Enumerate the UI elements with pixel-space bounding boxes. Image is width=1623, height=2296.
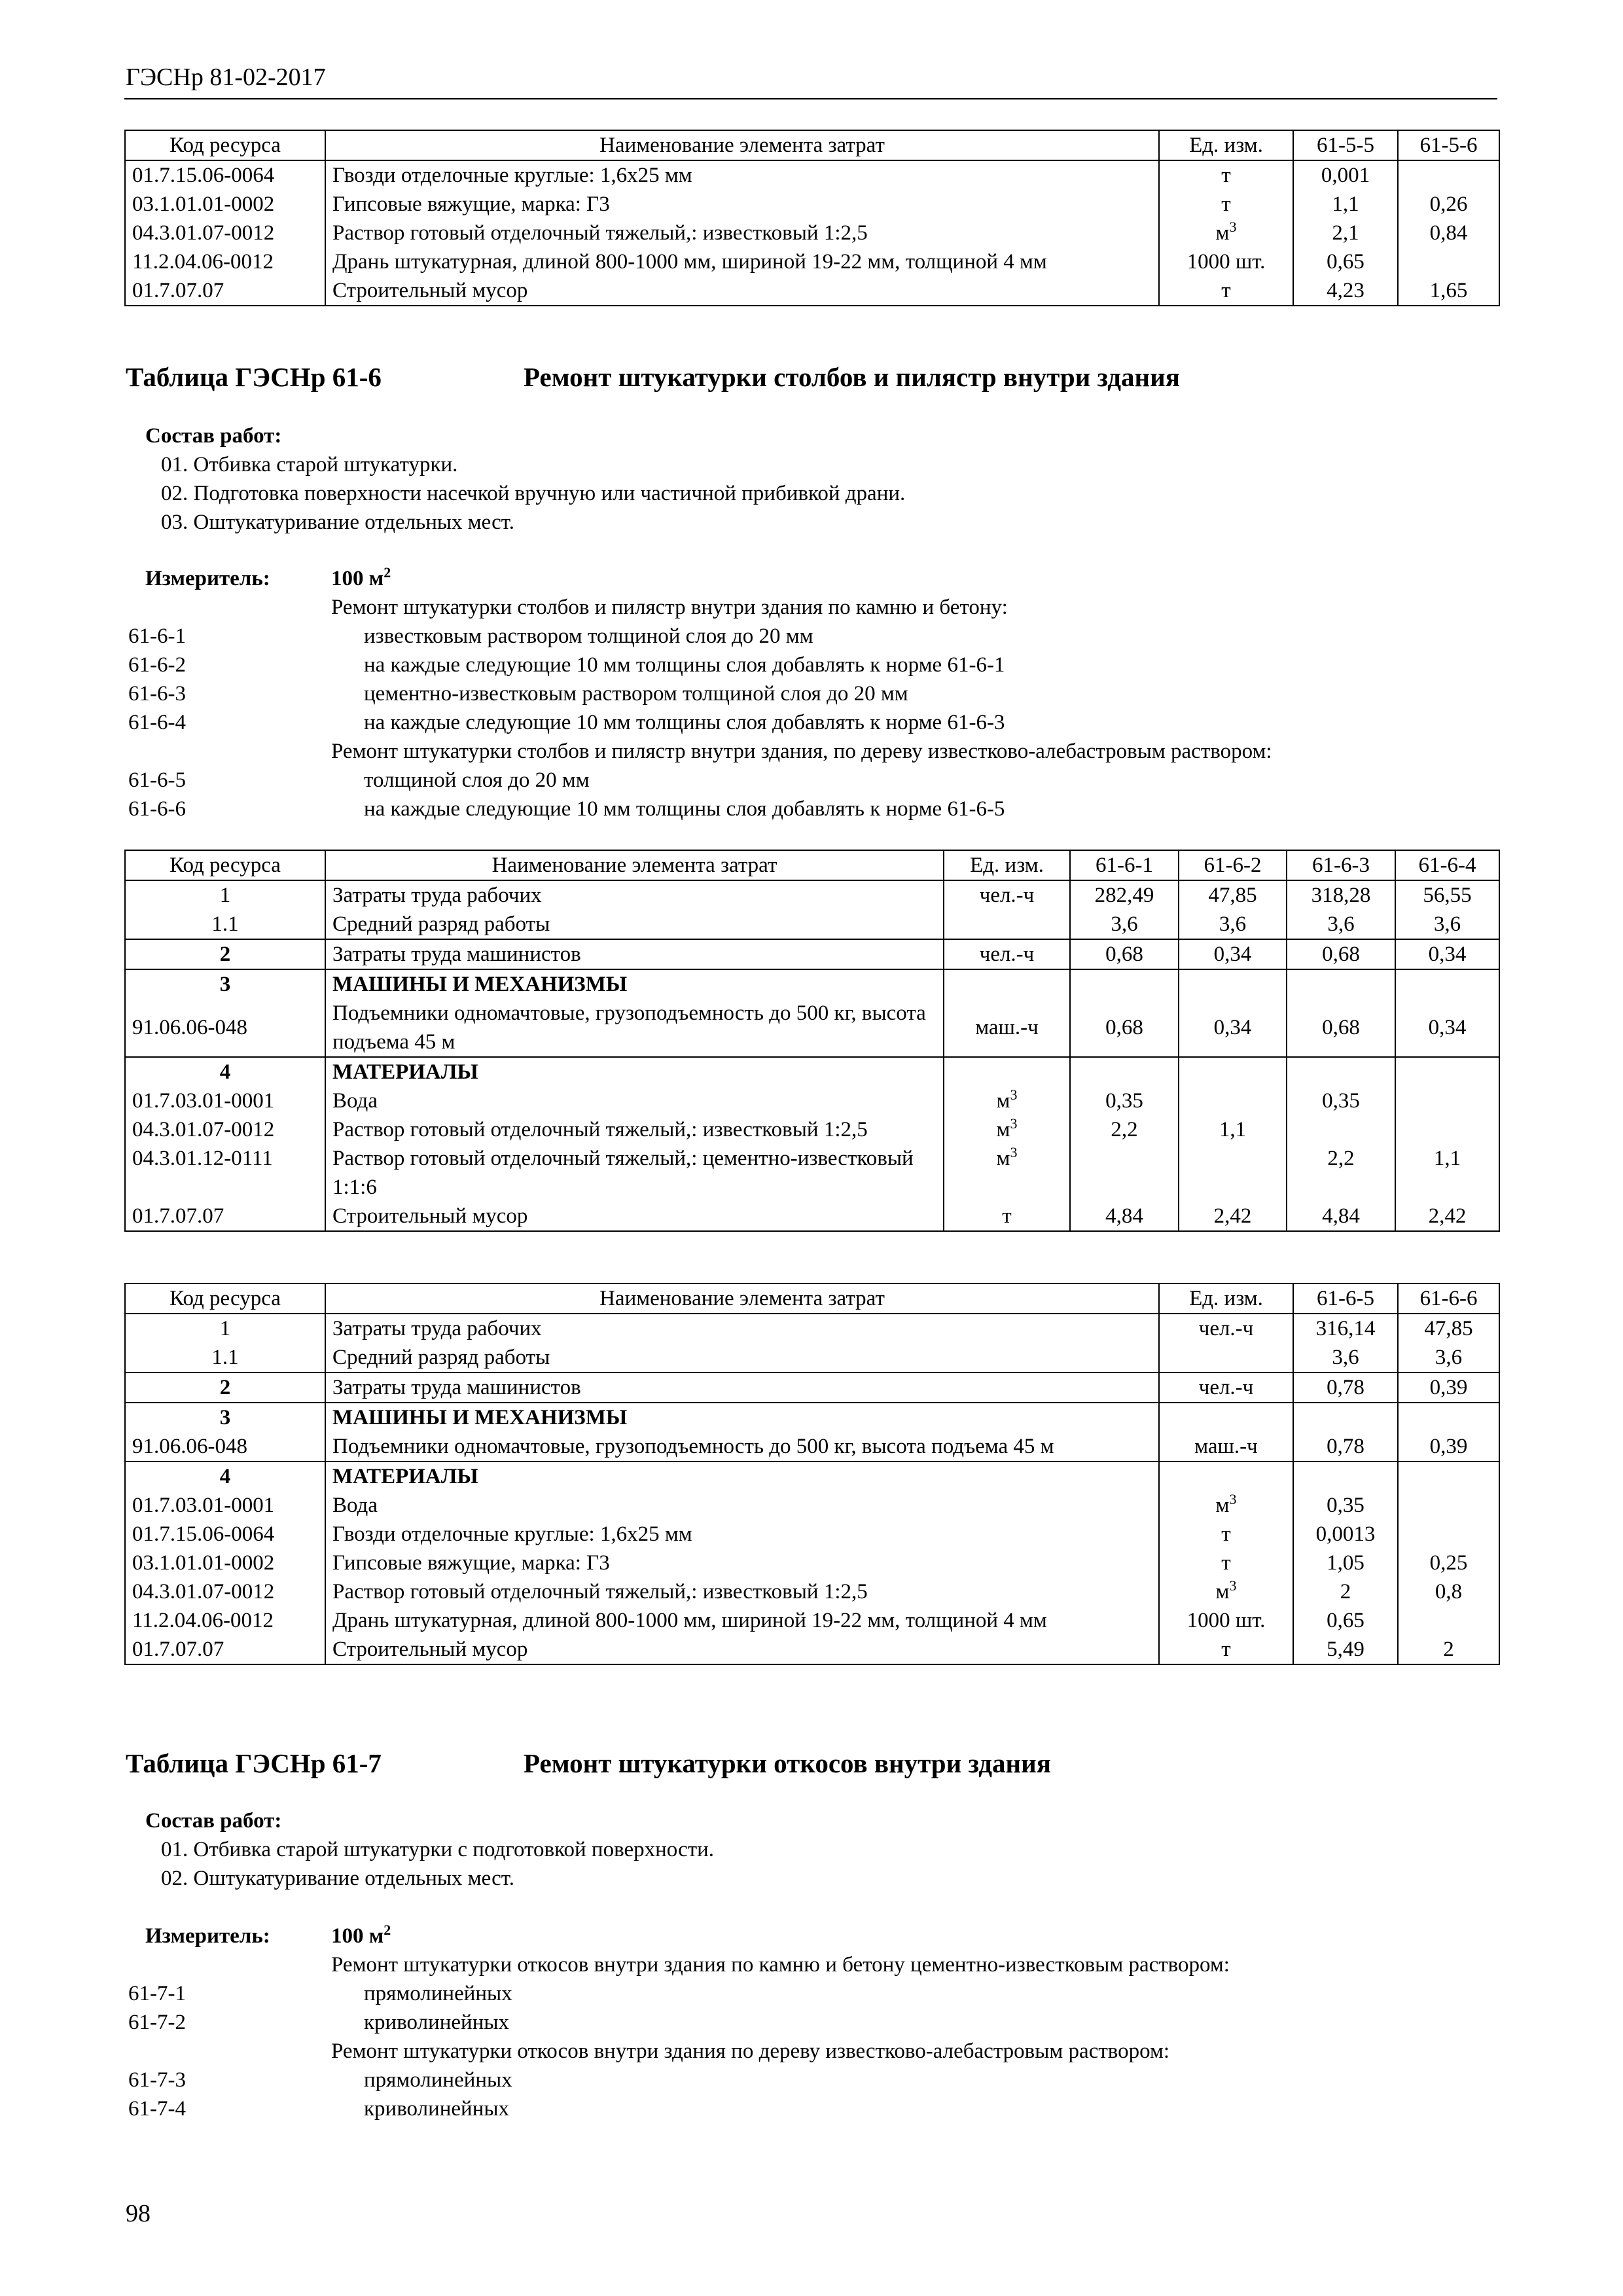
col-header: Наименование элемента затрат [325,130,1159,160]
works-label: Состав работ: [145,424,282,448]
unit-sup: 3 [1010,1115,1018,1132]
meter-sup: 2 [383,564,391,581]
unit [1159,219,1293,247]
resource-name: Затраты труда рабочих [325,880,944,910]
table-row [125,969,1499,999]
value: 2 [1398,1635,1499,1664]
resource-code: 04.3.01.07-0012 [125,219,325,247]
value: 2,1 [1293,219,1398,247]
value: 0,34 [1179,939,1287,969]
value [1395,1086,1499,1115]
table-row [125,1491,1499,1520]
group-name: МАТЕРИАЛЫ [325,1057,944,1086]
norm-code: 61-7-4 [128,2097,186,2121]
meter-label: Измеритель: [145,1924,270,1948]
resource-name: Гипсовые вяжущие, марка: Г3 [325,1549,1159,1577]
col-header: Наименование элемента затрат [325,1283,1159,1314]
value [1398,1403,1499,1432]
col-header: Ед. изм. [944,850,1070,880]
norm-code: 61-6-4 [128,711,186,734]
value [1395,1057,1499,1086]
resource-code: 04.3.01.12-0111 [125,1144,325,1202]
unit-sup: 3 [1010,1086,1018,1103]
value: 0,34 [1395,939,1499,969]
resource-name: Гипсовые вяжущие, марка: Г3 [325,190,1159,219]
unit [944,1086,1070,1115]
resource-name: Затраты труда машинистов [325,1372,1159,1403]
resource-name: Подъемники одномачтовые, грузоподъемность до 500 кг, высота подъема 45 м [325,999,944,1057]
value [1398,247,1499,276]
resource-code: 01.7.03.01-0001 [125,1491,325,1520]
table-row [125,1606,1499,1635]
table-row [125,276,1499,306]
value [1398,1606,1499,1635]
table-row [125,1372,1499,1403]
table-row [125,1057,1499,1086]
resource-name: Вода [325,1086,944,1115]
table-row [125,247,1499,276]
value [1395,969,1499,999]
value: 4,84 [1070,1202,1179,1231]
norm-code: 61-6-2 [128,653,186,677]
value: 3,6 [1287,910,1395,939]
norm-group-intro: Ремонт штукатурки откосов внутри здания по камню и бетону цементно-известковым раствором: [331,1953,1230,1977]
col-header: Код ресурса [125,130,325,160]
resource-code: 01.7.15.06-0064 [125,160,325,190]
table-header-row [125,1283,1499,1314]
group-name: МАШИНЫ И МЕХАНИЗМЫ [325,1403,1159,1432]
table-row [125,999,1499,1057]
resource-name: Раствор готовый отделочный тяжелый,: цементно-известковый 1:1:6 [325,1144,944,1202]
resource-code: 03.1.01.01-0002 [125,1549,325,1577]
resource-table-61-5 [124,130,1500,306]
norm-text: на каждые следующие 10 мм толщины слоя добавлять к норме 61-6-5 [364,797,1005,821]
value: 2,42 [1179,1202,1287,1231]
resource-name: Раствор готовый отделочный тяжелый,: известковый 1:2,5 [325,1115,944,1144]
value: 47,85 [1398,1314,1499,1343]
value [1293,1462,1398,1491]
resource-name: Дрань штукатурная, длиной 800-1000 мм, шириной 19-22 мм, толщиной 4 мм [325,247,1159,276]
unit-text: м [1215,221,1230,245]
value: 0,34 [1179,999,1287,1057]
resource-code: 2 [125,1372,325,1403]
value: 3,6 [1293,1343,1398,1372]
group-code: 4 [125,1057,325,1086]
table-title-name: Ремонт штукатурки откосов внутри здания [524,1748,1051,1778]
table-row [125,190,1499,219]
unit [1159,1577,1293,1606]
unit: т [1159,276,1293,306]
value: 0,78 [1293,1432,1398,1462]
unit [944,910,1070,939]
table-row [125,1549,1499,1577]
unit: чел.-ч [1159,1314,1293,1343]
work-step: 03. Оштукатуривание отдельных мест. [161,511,514,534]
table-title-name: Ремонт штукатурки столбов и пилястр внутри здания [524,362,1180,392]
value: 0,68 [1070,939,1179,969]
norm-text: прямолинейных [364,1982,512,2005]
unit: т [1159,1635,1293,1664]
value: 0,39 [1398,1372,1499,1403]
work-step: 01. Отбивка старой штукатурки. [161,453,458,476]
value: 5,49 [1293,1635,1398,1664]
value [1287,1115,1395,1144]
value: 0,68 [1070,999,1179,1057]
works-label: Состав работ: [145,1809,282,1833]
resource-code: 01.7.03.01-0001 [125,1086,325,1115]
resource-name: Затраты труда машинистов [325,939,944,969]
resource-name: Гвозди отделочные круглые: 1,6х25 мм [325,160,1159,190]
value: 2,2 [1287,1144,1395,1202]
value: 0,001 [1293,160,1398,190]
group-code: 4 [125,1462,325,1491]
value [1395,1115,1499,1144]
col-header: Код ресурса [125,1283,325,1314]
value [1293,1403,1398,1432]
value: 4,84 [1287,1202,1395,1231]
table-row [125,160,1499,190]
value: 0,84 [1398,219,1499,247]
table-row [125,910,1499,939]
value: 3,6 [1179,910,1287,939]
unit: т [1159,160,1293,190]
norm-code: 61-6-6 [128,797,186,821]
meter-text: 100 м [331,567,384,590]
value: 282,49 [1070,880,1179,910]
resource-code: 11.2.04.06-0012 [125,247,325,276]
value: 2,2 [1070,1115,1179,1144]
value: 0,78 [1293,1372,1398,1403]
resource-name: Затраты труда рабочих [325,1314,1159,1343]
norm-code: 61-7-1 [128,1982,186,2005]
table-row [125,1314,1499,1343]
value: 1,1 [1293,190,1398,219]
value: 1,65 [1398,276,1499,306]
value [1179,969,1287,999]
col-header: Наименование элемента затрат [325,850,944,880]
table-row [125,1086,1499,1115]
resource-code: 01.7.07.07 [125,1635,325,1664]
unit [1159,1462,1293,1491]
norm-text: криволинейных [364,2011,510,2034]
value [1287,1057,1395,1086]
resource-name: Дрань штукатурная, длиной 800-1000 мм, шириной 19-22 мм, толщиной 4 мм [325,1606,1159,1635]
resource-code: 04.3.01.07-0012 [125,1115,325,1144]
value [1398,1462,1499,1491]
resource-name: Строительный мусор [325,1202,944,1231]
meter-text: 100 м [331,1924,384,1948]
norm-text: на каждые следующие 10 мм толщины слоя добавлять к норме 61-6-1 [364,653,1005,677]
resource-code: 04.3.01.07-0012 [125,1577,325,1606]
value: 0,68 [1287,999,1395,1057]
value: 0,35 [1287,1086,1395,1115]
unit: маш.-ч [1159,1432,1293,1462]
norm-code: 61-7-2 [128,2011,186,2034]
value: 47,85 [1179,880,1287,910]
resource-name: Раствор готовый отделочный тяжелый,: известковый 1:2,5 [325,219,1159,247]
unit-text: м [1215,1580,1230,1604]
table-row [125,1403,1499,1432]
table-header-row [125,850,1499,880]
resource-name: Подъемники одномачтовые, грузоподъемность до 500 кг, высота подъема 45 м [325,1432,1159,1462]
norm-code: 61-6-3 [128,682,186,706]
norm-text: прямолинейных [364,2068,512,2092]
resource-table-61-6-5-6 [124,1283,1500,1665]
norm-code: 61-6-1 [128,624,186,648]
resource-code: 01.7.15.06-0064 [125,1520,325,1549]
value [1398,160,1499,190]
col-header: 61-5-5 [1293,130,1398,160]
unit-sup: 3 [1229,1577,1237,1594]
norm-group-intro: Ремонт штукатурки столбов и пилястр внутри здания, по дереву известково-алебастровым раствором: [331,740,1272,763]
value: 316,14 [1293,1314,1398,1343]
value: 2 [1293,1577,1398,1606]
resource-name: Строительный мусор [325,276,1159,306]
value: 0,35 [1293,1491,1398,1520]
unit: чел.-ч [944,880,1070,910]
group-code: 3 [125,969,325,999]
norm-group-intro: Ремонт штукатурки столбов и пилястр внутри здания по камню и бетону: [331,596,1008,619]
resource-name: Гвозди отделочные круглые: 1,6х25 мм [325,1520,1159,1549]
value: 0,34 [1395,999,1499,1057]
meter-value [331,564,391,591]
norm-text: толщиной слоя до 20 мм [364,768,590,792]
table-title-code: Таблица ГЭСНр 61-7 [126,1748,382,1778]
resource-code: 01.7.07.07 [125,1202,325,1231]
resource-name: Средний разряд работы [325,1343,1159,1372]
value: 0,39 [1398,1432,1499,1462]
value [1070,969,1179,999]
value: 0,0013 [1293,1520,1398,1549]
table-title-code: Таблица ГЭСНр 61-6 [126,362,382,392]
table-row [125,880,1499,910]
table-row [125,939,1499,969]
value: 1,1 [1179,1115,1287,1144]
col-header: 61-6-5 [1293,1283,1398,1314]
table-header-row [125,130,1499,160]
table-row [125,1432,1499,1462]
resource-code: 1 [125,1314,325,1343]
resource-name: Раствор готовый отделочный тяжелый,: известковый 1:2,5 [325,1577,1159,1606]
value: 1,05 [1293,1549,1398,1577]
table-row [125,1144,1499,1202]
unit-sup: 3 [1229,1491,1237,1507]
table-row [125,1343,1499,1372]
col-header: 61-6-4 [1395,850,1499,880]
resource-code: 03.1.01.01-0002 [125,190,325,219]
unit: маш.-ч [944,999,1070,1057]
unit-sup: 3 [1010,1144,1018,1160]
unit [1159,1343,1293,1372]
value: 318,28 [1287,880,1395,910]
unit-text: м [996,1147,1010,1170]
resource-code: 11.2.04.06-0012 [125,1606,325,1635]
group-name: МАТЕРИАЛЫ [325,1462,1159,1491]
unit [944,969,1070,999]
table-row [125,1577,1499,1606]
resource-code: 91.06.06-048 [125,999,325,1057]
document-header: ГЭСНр 81-02-2017 [126,63,326,91]
norm-code: 61-6-5 [128,768,186,792]
value [1398,1520,1499,1549]
resource-name: Средний разряд работы [325,910,944,939]
unit: т [944,1202,1070,1231]
value [1179,1086,1287,1115]
unit-text: м [1215,1494,1230,1517]
col-header: 61-5-6 [1398,130,1499,160]
value: 3,6 [1395,910,1499,939]
value: 3,6 [1070,910,1179,939]
meter-value [331,1924,391,1948]
table-row [125,219,1499,247]
value: 0,35 [1070,1086,1179,1115]
value: 0,8 [1398,1577,1499,1606]
norm-text: известковым раствором толщиной слоя до 20 мм [364,624,813,648]
norm-text: на каждые следующие 10 мм толщины слоя добавлять к норме 61-6-3 [364,711,1005,734]
value: 2,42 [1395,1202,1499,1231]
unit: чел.-ч [1159,1372,1293,1403]
unit: т [1159,1520,1293,1549]
value: 4,23 [1293,276,1398,306]
resource-name: Строительный мусор [325,1635,1159,1664]
col-header: 61-6-1 [1070,850,1179,880]
col-header: Ед. изм. [1159,1283,1293,1314]
table-row [125,1202,1499,1231]
group-code: 3 [125,1403,325,1432]
col-header: Ед. изм. [1159,130,1293,160]
col-header: 61-6-2 [1179,850,1287,880]
unit: т [1159,1549,1293,1577]
value [1179,1144,1287,1202]
resource-code: 91.06.06-048 [125,1432,325,1462]
norm-group-intro: Ремонт штукатурки откосов внутри здания по дереву известково-алебастровым раствором: [331,2039,1170,2063]
table-row [125,1115,1499,1144]
header-rule [124,98,1497,99]
unit [944,1057,1070,1086]
value [1070,1057,1179,1086]
meter-label: Измеритель: [145,567,270,590]
unit [1159,1403,1293,1432]
resource-table-61-6-1-4 [124,850,1500,1232]
norm-code: 61-7-3 [128,2068,186,2092]
resource-name: Вода [325,1491,1159,1520]
table-row [125,1520,1499,1549]
value: 1,1 [1395,1144,1499,1202]
norm-text: криволинейных [364,2097,510,2121]
unit [1159,1491,1293,1520]
value: 3,6 [1398,1343,1499,1372]
group-name: МАШИНЫ И МЕХАНИЗМЫ [325,969,944,999]
resource-code: 1 [125,880,325,910]
value: 0,65 [1293,247,1398,276]
value [1070,1144,1179,1202]
value: 0,68 [1287,939,1395,969]
table-row [125,1635,1499,1664]
work-step: 02. Подготовка поверхности насечкой вручную или частичной прибивкой драни. [161,482,906,505]
resource-code: 1.1 [125,1343,325,1372]
value [1287,969,1395,999]
resource-code: 01.7.07.07 [125,276,325,306]
resource-code: 1.1 [125,910,325,939]
value [1179,1057,1287,1086]
work-step: 01. Отбивка старой штукатурки с подготовкой поверхности. [161,1838,715,1861]
work-step: 02. Оштукатуривание отдельных мест. [161,1867,514,1890]
page-number: 98 [126,2200,151,2227]
table-row [125,1462,1499,1491]
unit: 1000 шт. [1159,1606,1293,1635]
unit [944,1144,1070,1202]
value [1398,1491,1499,1520]
unit-sup: 3 [1229,219,1237,235]
value: 0,26 [1398,190,1499,219]
col-header: 61-6-6 [1398,1283,1499,1314]
col-header: Код ресурса [125,850,325,880]
meter-sup: 2 [383,1922,391,1938]
value: 56,55 [1395,880,1499,910]
unit-text: м [996,1089,1010,1113]
unit: 1000 шт. [1159,247,1293,276]
value: 0,25 [1398,1549,1499,1577]
resource-code: 2 [125,939,325,969]
unit: т [1159,190,1293,219]
unit-text: м [996,1118,1010,1141]
value: 0,65 [1293,1606,1398,1635]
col-header: 61-6-3 [1287,850,1395,880]
unit [944,1115,1070,1144]
unit: чел.-ч [944,939,1070,969]
norm-text: цементно-известковым раствором толщиной слоя до 20 мм [364,682,908,706]
